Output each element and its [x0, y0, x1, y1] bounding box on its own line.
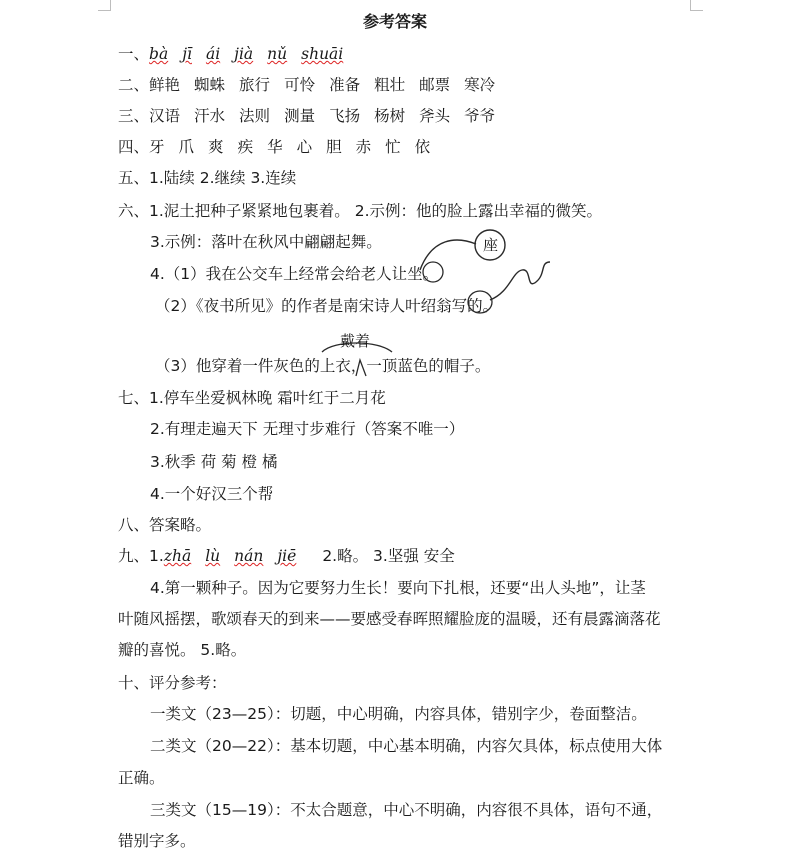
q1-pinyin-3: ái	[205, 45, 221, 63]
q2-word: 旅行	[239, 76, 271, 94]
q6-line1: 1.泥土把种子紧紧地包裹着。 2.示例：他的脸上露出幸福的微笑。	[149, 202, 603, 220]
q4-char: 牙	[149, 138, 165, 156]
correction-text-zuo: 座	[483, 236, 499, 254]
q2-word: 粗壮	[374, 76, 406, 94]
q1-pinyin-4: jià	[234, 45, 254, 63]
q9-label: 九、	[118, 547, 150, 565]
q4-char: 心	[296, 138, 313, 156]
q7-line1: 1.停车坐爱枫林晚 霜叶红于二月花	[149, 389, 386, 407]
q3-word: 测量	[284, 107, 316, 125]
q6-label: 六、	[118, 202, 150, 220]
q4-char: 胆	[326, 138, 342, 156]
page-title: 参考答案	[363, 12, 428, 31]
q9-para2: 叶随风摇摆，歌颂春天的到来——要感受春晖照耀脸庞的温暖，还有晨露滴落花	[118, 610, 661, 628]
q10-label: 十、	[118, 674, 150, 692]
q7-line3: 3.秋季 荷 菊 橙 橘	[150, 453, 278, 471]
q6-line3: 4.（1）我在公交车上经常会给老人让坐。	[150, 265, 439, 283]
q7-line2: 2.有理走遍天下 无理寸步难行（答案不唯一）	[150, 420, 465, 438]
q2-word: 可怜	[284, 76, 316, 94]
q10-text: 评分参考：	[149, 674, 227, 692]
q3-label: 三、	[118, 107, 150, 125]
q4-char: 爪	[178, 138, 195, 156]
q7-line4: 4.一个好汉三个帮	[150, 485, 274, 503]
q9-pinyin-4: jiē	[277, 547, 297, 565]
q3-word: 汗水	[194, 107, 226, 125]
q9-pinyin-1: zhā	[163, 547, 192, 565]
q4-row	[118, 137, 430, 157]
q9-para1: 4.第一颗种子。因为它要努力生长！要向下扎根，还要“出人头地”，让茎	[150, 579, 646, 597]
q3-word: 爷爷	[464, 107, 496, 125]
q1-label: 一、	[118, 45, 150, 63]
q1-pinyin-1: bà	[149, 45, 169, 63]
q4-char: 华	[267, 138, 283, 156]
q4-char: 爽	[208, 138, 224, 156]
q7-row-1	[118, 388, 386, 408]
q5-row	[118, 168, 296, 188]
q9-row-1	[118, 546, 455, 566]
deletion-mark-xie	[490, 262, 550, 300]
q5-label: 五、	[118, 169, 150, 187]
q10-line5: 错别字多。	[118, 832, 196, 850]
insertion-text-daizhe: 戴着	[340, 332, 371, 350]
q9-pinyin-3: nán	[234, 547, 264, 565]
q2-word: 蜘蛛	[194, 76, 226, 94]
q6-row-1	[118, 201, 602, 221]
q1-pinyin-6: shuāi	[301, 45, 344, 63]
q1-pinyin-5: nǔ	[267, 45, 288, 63]
q10-row-1	[118, 673, 227, 693]
q1-row	[118, 44, 343, 64]
page-corner-mark-left	[98, 0, 111, 11]
q3-row	[118, 106, 495, 126]
q8-label: 八、	[118, 516, 150, 534]
q2-word: 鲜艳	[149, 76, 181, 94]
q6-line2: 3.示例：落叶在秋风中翩翩起舞。	[150, 233, 382, 251]
q5-text: 1.陆续 2.继续 3.连续	[149, 169, 297, 187]
q2-label: 二、	[118, 76, 150, 94]
q2-word: 准备	[329, 76, 361, 94]
q4-char: 依	[414, 138, 431, 156]
q1-pinyin-2: jī	[182, 45, 192, 63]
q2-row	[118, 75, 495, 95]
q9-prefix: 1.	[149, 547, 164, 565]
q4-char: 疾	[237, 138, 254, 156]
q3-word: 斧头	[419, 107, 451, 125]
q7-label: 七、	[118, 389, 150, 407]
q2-word: 邮票	[419, 76, 451, 94]
q2-word: 寒冷	[464, 76, 496, 94]
q4-label: 四、	[118, 138, 150, 156]
q3-word: 法则	[239, 107, 271, 125]
q9-pinyin-2: lù	[205, 547, 221, 565]
q6-line5: （3）他穿着一件灰色的上衣，一顶蓝色的帽子。	[155, 357, 491, 375]
q10-line2: 二类文（20—22）：基本切题，中心基本明确，内容欠具体，标点使用大体	[150, 737, 663, 755]
q10-line3: 正确。	[118, 769, 165, 787]
q4-char: 忙	[385, 138, 401, 156]
q3-word: 杨树	[374, 107, 406, 125]
q10-line4: 三类文（15—19）：不太合题意，中心不明确，内容很不具体，语句不通，	[150, 801, 663, 819]
q3-word: 汉语	[149, 107, 181, 125]
q3-word: 飞扬	[329, 107, 361, 125]
q6-line4: （2）《夜书所见》的作者是南宋诗人叶绍翁写的。	[155, 297, 499, 315]
page-corner-mark-right	[690, 0, 703, 11]
q8-text: 答案略。	[149, 516, 212, 534]
q9-para3: 瓣的喜悦。 5.略。	[118, 641, 247, 659]
q4-char: 赤	[355, 138, 372, 156]
q9-rest: 2.略。 3.坚强 安全	[322, 547, 455, 565]
q10-line1: 一类文（23—25）：切题，中心明确，内容具体，错别字少，卷面整洁。	[150, 705, 647, 723]
q8-row	[118, 515, 211, 535]
